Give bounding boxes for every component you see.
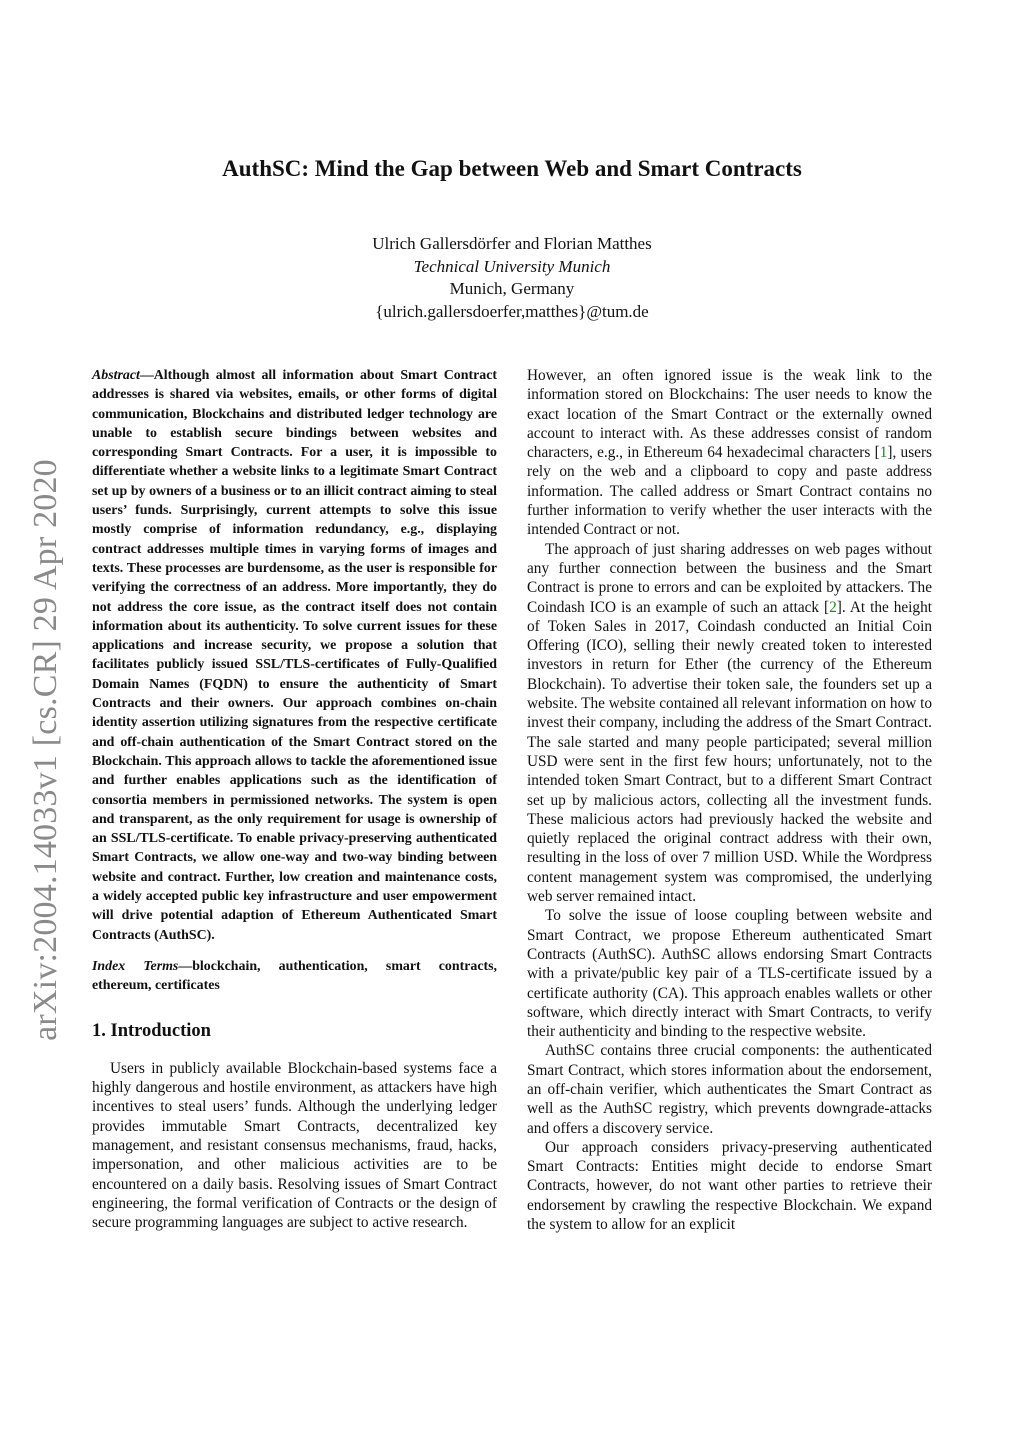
paragraph-text: ]. At the height of Token Sales in 2017, Coindash conducted an Initial Coin Offering (ICO), selling their newly created token to interested investors in return for Ether (the currency of the Ethereum Blockchain). To advertise their token sale, the founders set up a website. The website contained all relevant information on how to invest their company, including the address of the Smart Contract. The sale started and many people participated; several million USD were sent in the first few hours; unfortunately, not to the intended token Smart Contract, but to a different Smart Contract set up by malicious actors, collecting all the investment funds. These malicious actors had previously hacked the website and quietly replaced the original contract address with their own, resulting in the loss of over 7 million USD. While the Wordpress content management system was compromised, the underlying web server remained intact. xyxy=(527,598,932,906)
left-column xyxy=(92,366,497,1232)
index-terms-text: blockchain, authentication, smart contracts, ethereum, certificates xyxy=(92,958,497,994)
author-affiliation: Technical University Munich xyxy=(413,256,611,276)
paragraph-text: However, an often ignored issue is the weak link to the information stored on Blockchains: The user needs to know the exact location of the Smart Contract or the externally owned account to interact with. As these addresses consist of random characters, e.g., in Ethereum 64 hexadecimal characters [ xyxy=(527,367,932,462)
arxiv-identifier: arXiv:2004.14033v1 [cs.CR] 29 Apr 2020 xyxy=(27,459,64,1041)
author-block xyxy=(0,233,1024,323)
intro-paragraph-3 xyxy=(527,540,932,907)
citation-link-1[interactable]: 1 xyxy=(879,444,888,462)
author-names: Ulrich Gallersdörfer and Florian Matthes xyxy=(372,234,652,253)
intro-paragraph-4: To solve the issue of loose coupling between website and Smart Contract, we propose Ethereum authenticated Smart Contracts (AuthSC). AuthSC allows endorsing Smart Contracts with a private/public key pair of a TLS-certificate issued by a certificate authority (CA). This approach enables wallets or other software, which directly interact with Smart Contracts, to verify their authenticity and binding to the respective website. xyxy=(527,907,932,1041)
right-column xyxy=(527,366,932,1234)
citation-link-2[interactable]: 2 xyxy=(829,598,837,616)
section-heading-introduction: 1. Introduction xyxy=(92,1020,211,1041)
intro-paragraph-2 xyxy=(527,366,932,540)
paragraph-text: The approach of just sharing addresses on web pages without any further connection between the business and the Smart Contract is prone to errors and can be exploited by attackers. The Coindash ICO is an example of such an attack [ xyxy=(527,540,932,616)
index-terms-label: Index Terms xyxy=(92,958,179,974)
paper-title: AuthSC: Mind the Gap between Web and Smart Contracts xyxy=(222,156,802,181)
author-email: {ulrich.gallersdoerfer,matthes}@tum.de xyxy=(375,301,649,321)
intro-paragraph-5: AuthSC contains three crucial components: the authenticated Smart Contract, which stores information about the endorsement, an off-chain verifier, which authenticates the Smart Contract as well as the AuthSC registry, which prevents downgrade-attacks and offers a discovery service. xyxy=(527,1042,932,1137)
author-location: Munich, Germany xyxy=(449,279,575,298)
paragraph-text: ], users rely on the web and a clipboard to copy and paste address information. The called address or Smart Contract contains no further information to verify whether the user interacts with the intended Contract or not. xyxy=(527,444,932,539)
intro-paragraph-6: Our approach considers privacy-preserving authenticated Smart Contracts: Entities might decide to endorse Smart Contracts, however, do not want other parties to retrieve their endorsement by crawling the respective Blockchain. We expand the system to allow for an explicit xyxy=(527,1138,932,1234)
abstract-label: Abstract xyxy=(92,368,140,383)
abstract-text: Although almost all information about Smart Contract addresses is shared via websites, emails, or other forms of digital communication, Blockchains and distributed ledger technology are unable to establish secure bindings between websites and corresponding Smart Contracts. For a user, it is impossible to differentiate whether a website links to a legitimate Smart Contract set up by owners of a business or to an illicit contract aiming to steal users’ funds. Surprisingly, current attempts to solve this issue mostly comprise of information redundancy, e.g., displaying contract addresses multiple times in varying forms of images and texts. These processes are burdensome, as the user is responsible for verifying the correctness of an address. More importantly, they do not address the core issue, as the contract itself does not contain information about its authenticity. To solve current issues for these applications and increase security, we propose a solution that facilitates publicly issued SSL/TLS-certificates of Fully-Qualified Domain Names (FQDN) to ensure the authenticity of Smart Contracts and their owners. Our approach combines on-chain identity assertion utilizing signatures from the respective certificate and off-chain authentication of the Smart Contract stored on the Blockchain. This approach allows to tackle the aforementioned issue and further enables applications such as the identification of consortia members in permissioned networks. The system is open and transparent, as the only requirement for usage is ownership of an SSL/TLS-certificate. To enable privacy-preserving authenticated Smart Contracts, we allow one-way and two-way binding between website and contract. Further, low creation and maintenance costs, a widely accepted public key infrastructure and user empowerment will drive potential adaption of Ethereum Authenticated Smart Contracts (AuthSC). xyxy=(92,368,497,943)
abstract: Abstract—Although almost all information about Smart Contract addresses is shared via websites, emails, or other forms of digital communication, Blockchains and distributed ledger technology are unable to establish secure bindings between websites and corresponding Smart Contracts. For a user, it is impossible to differentiate whether a website links to a legitimate Smart Contract set up by owners of a business or to an illicit contract aiming to steal users’ funds. Surprisingly, current attempts to solve this issue mostly comprise of information redundancy, e.g., displaying contract addresses multiple times in varying forms of images and texts. These processes are burdensome, as the user is responsible for verifying the correctness of an address. More importantly, they do not address the core issue, as the contract itself does not contain information about its authenticity. To solve current issues for these applications and increase security, we propose a solution that facilitates publicly issued SSL/TLS-certificates of Fully-Qualified Domain Names (FQDN) to ensure the authenticity of Smart Contracts and their owners. Our approach combines on-chain identity assertion utilizing signatures from the respective certificate and off-chain authentication of the Smart Contract stored on the Blockchain. This approach allows to tackle the aforementioned issue and further enables applications such as the identification of consortia members in permissioned networks. The system is open and transparent, as the only requirement for usage is ownership of an SSL/TLS-certificate. To enable privacy-preserving authenticated Smart Contracts, we allow one-way and two-way binding between website and contract. Further, low creation and maintenance costs, a widely accepted public key infrastructure and user empowerment will drive potential adaption of Ethereum Authenticated Smart Contracts (AuthSC). xyxy=(92,368,497,943)
intro-paragraph-1: Users in publicly available Blockchain-based systems face a highly dangerous and hostile environment, as attackers have high incentives to steal users’ funds. Although the underlying ledger provides immutable Smart Contracts, decentralized key management, and resistant consensus mechanisms, fraud, hacks, impersonation, and other malicious activities are to be encountered on a daily basis. Resolving issues of Smart Contract engineering, the formal verification of Contracts or the design of secure programming languages are subject to active research. xyxy=(92,1059,497,1232)
index-terms: Index Terms—blockchain, authentication, smart contracts, ethereum, certificates xyxy=(92,958,497,994)
